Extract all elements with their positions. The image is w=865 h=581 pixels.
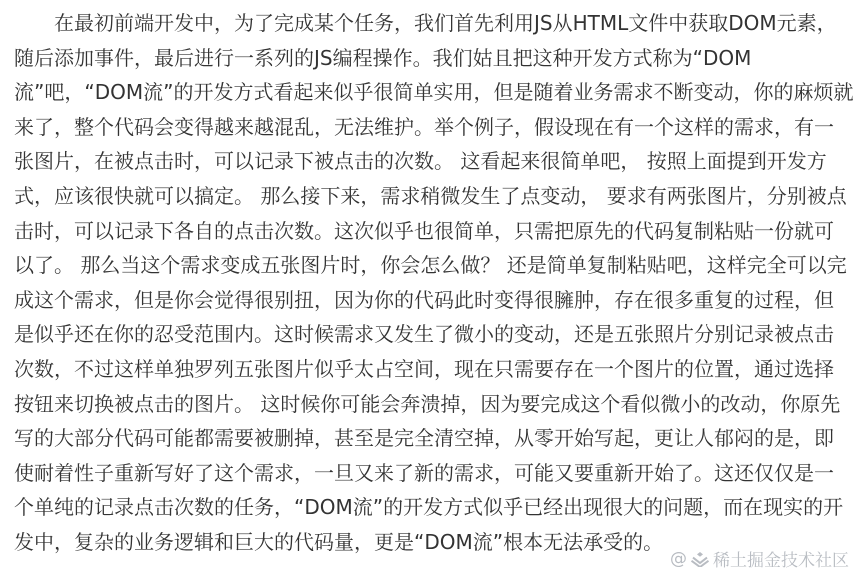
paragraph-line: 来了，整个代码会变得越来越混乱，无法维护。举个例子，假设现在有一个这样的需求，有一 xyxy=(14,114,834,139)
paragraph-line: 击时，可以记录下各自的点击次数。这次似乎也很简单，只需把原先的代码复制粘贴一份就可 xyxy=(14,218,834,243)
paragraph-line: 是似乎还在你的忍受范围内。这时候需求又发生了微小的变动，还是五张照片分别记录被点击 xyxy=(14,322,834,347)
paragraph-line: 按钮来切换被点击的图片。 这时候你可能会奔溃掉，因为要完成这个看似微小的改动，你原先 xyxy=(14,391,841,416)
paragraph-line: 张图片，在被点击时，可以记录下被点击的次数。 这看起来很简单吧， 按照上面提到开发方 xyxy=(14,149,827,174)
paragraph-line: 以了。 那么当这个需求变成五张图片时，你会怎么做？ 还是简单复制粘贴吧，这样完全可以完 xyxy=(14,253,847,278)
paragraph-line: 个单纯的记录点击次数的任务，“DOM流”的开发方式似乎已经出现很大的问题，而在现实的开 xyxy=(14,495,844,520)
paragraph-line: 流”吧，“DOM流”的开发方式看起来似乎很简单实用，但是随着业务需求不断变动，你的麻烦就 xyxy=(14,80,854,105)
paragraph-line: 在最初前端开发中，为了完成某个任务，我们首先利用JS从HTML文件中获取DOM元素， xyxy=(54,11,837,35)
watermark xyxy=(670,546,849,571)
paragraph-line: 使耐着性子重新写好了这个需求，一旦又来了新的需求，可能又要重新开始了。这还仅仅是一 xyxy=(14,460,834,485)
article-paragraph xyxy=(14,6,854,560)
paragraph-line: 成这个需求，但是你会觉得很别扭，因为你的代码此时变得很臃肿，存在很多重复的过程，但 xyxy=(14,287,834,312)
paragraph-line: 次数，不过这样单独罗列五张图片似乎太占空间，现在只需要存在一个图片的位置，通过选择 xyxy=(14,356,834,381)
paragraph-line: 随后添加事件，最后进行一系列的JS编程操作。我们姑且把这种开发方式称为“DOM xyxy=(14,45,752,70)
paragraph-line: 写的大部分代码可能都需要被删掉，甚至是完全清空掉，从零开始写起，更让人郁闷的是，即 xyxy=(14,426,834,451)
juejin-logo-icon xyxy=(691,551,709,567)
paragraph-line: 式，应该很快就可以搞定。 那么接下来，需求稍微发生了点变动， 要求有两张图片，分别被点 xyxy=(14,183,847,208)
watermark-text: 稀土掘金技术社区 xyxy=(713,551,849,571)
paragraph-line: 发中，复杂的业务逻辑和巨大的代码量，更是“DOM流”根本无法承受的。 xyxy=(14,529,664,554)
watermark-at-symbol: @ xyxy=(670,548,687,569)
